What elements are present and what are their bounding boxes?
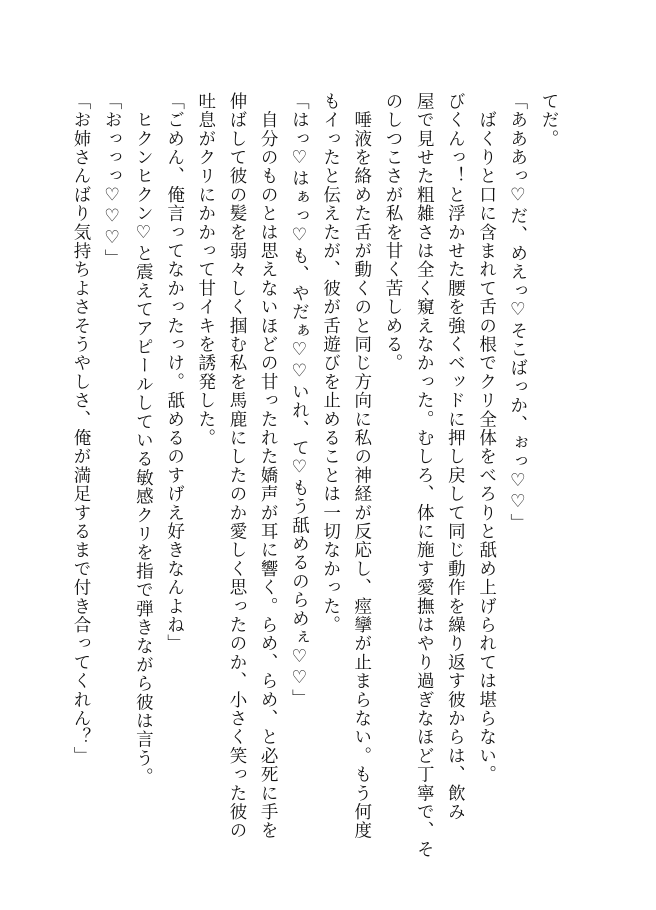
- text-line-5: 屋で見せた粗雑さは全く窺えなかった。むしろ、体に施す愛撫はやり過ぎなほど丁寧で、そ: [414, 92, 435, 859]
- text-line-4: びくんっ！と浮かせた腰を強くベッドに押し戻して同じ動作を繰り返す彼からは、飲み: [445, 92, 466, 822]
- text-line-16: 「お姉さんばり気持ちよさそうやしさ、俺が満足するまで付き合ってくれん？」: [70, 92, 91, 766]
- text-line-6: のしつこさが私を甘く苦しめる。: [382, 92, 403, 373]
- text-line-13: 「ごめん、俺言ってなかったっけ。舐めるのすげえ好きなんよね」: [164, 92, 185, 653]
- text-line-7: 唾液を絡めた舌が動くのと同じ方向に私の神経が反応し、痙攣が止まらない。もう何度: [351, 92, 372, 840]
- text-line-1: てだ。: [539, 92, 559, 149]
- text-line-12: 吐息がクリにかかって甘イキを誘発した。: [195, 92, 216, 448]
- text-line-15: 「おっっっ♡♡♡」: [102, 92, 123, 268]
- text-line-8: もイったと伝えたが、彼が舌遊びを止めることは一切なかった。: [320, 92, 341, 635]
- text-line-14: ヒクンヒクン♡と震えてアピールしている敏感クリを指で弾きながら彼は言う。: [133, 92, 154, 787]
- text-line-2: 「あああっ♡だ、めえっ♡そこばっか、ぉっ♡♡」: [507, 92, 528, 533]
- text-line-9: 「はっ♡はぁっ♡も、やだぁ♡♡いれ、て♡もう舐めるのらめぇ♡♡」: [289, 92, 310, 708]
- text-line-10: 自分のものとは思えないほどの甘ったれた嬌声が耳に響く。らめ、らめ、と必死に手を: [258, 92, 279, 840]
- text-line-11: 伸ばして彼の髪を弱々しく掴む私を馬鹿にしたのか愛しく思ったのか、小さく笑った彼の: [226, 92, 247, 840]
- vertical-text-body: [65, 92, 564, 859]
- text-line-3: ばくりと口に含まれて舌の根でクリ全体をべろりと舐め上げられては堪らない。: [476, 92, 497, 784]
